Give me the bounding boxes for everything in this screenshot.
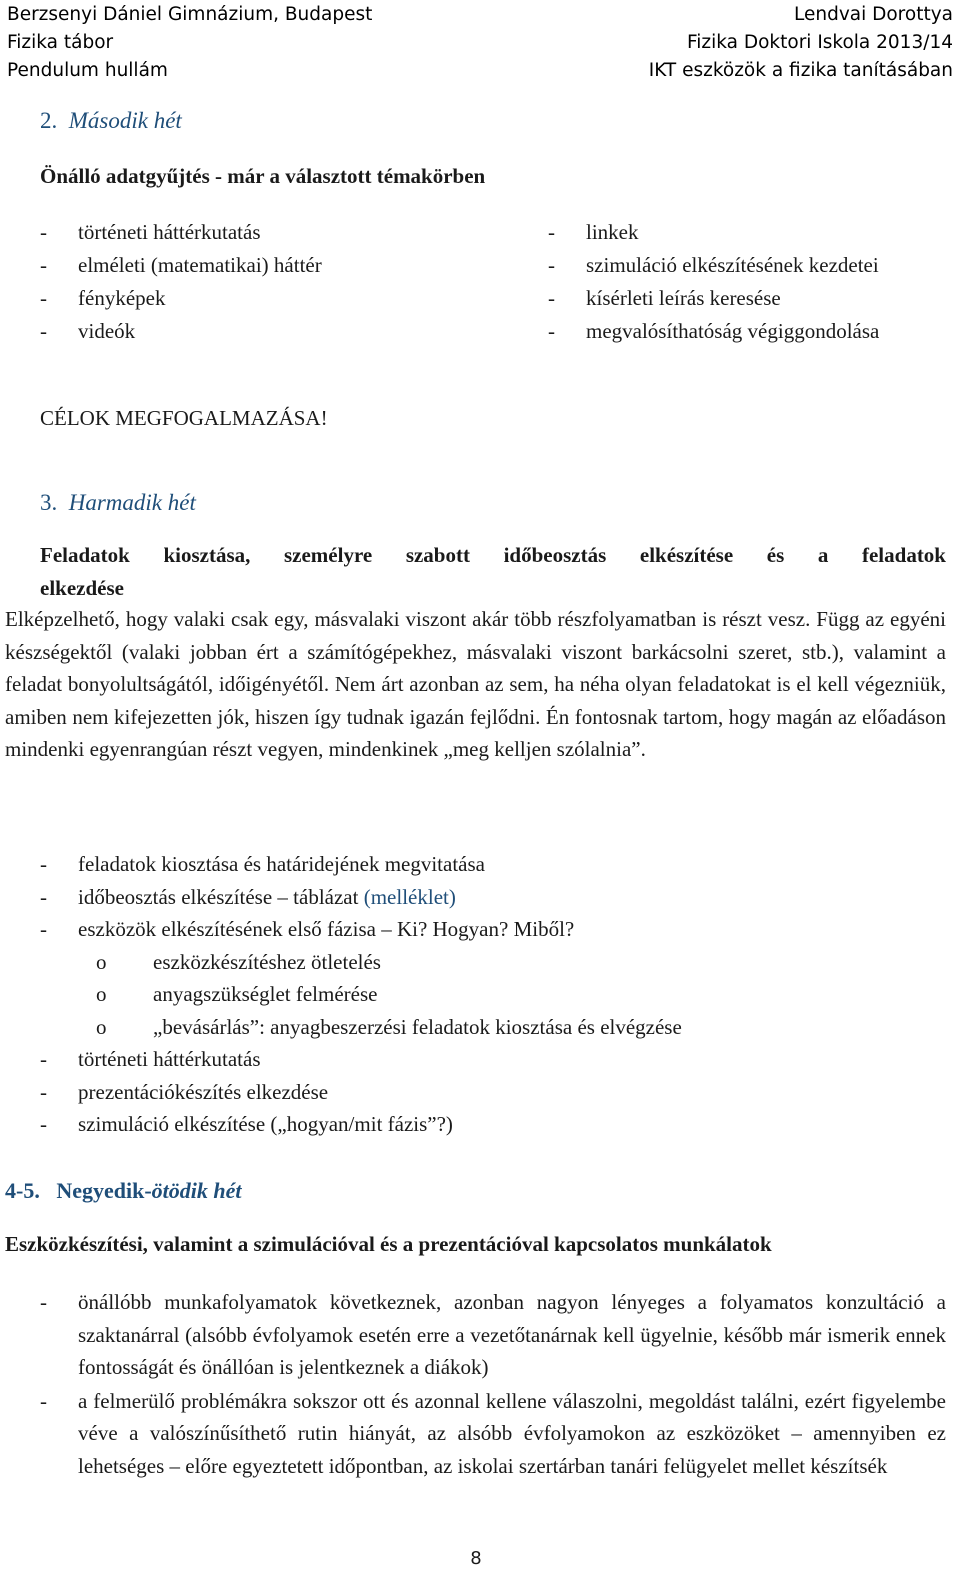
sub-list-item: o anyagszükséglet felmérése xyxy=(96,982,378,1006)
section-45-title-bold: Negyedik- xyxy=(56,1178,152,1203)
section-45-list xyxy=(40,1286,946,1483)
header-author: Lendvai Dorottya xyxy=(793,4,953,25)
section-45-heading xyxy=(5,1178,242,1204)
page-header xyxy=(0,0,960,90)
sub-list-item: o eszközkészítéshez ötletelés xyxy=(96,949,381,974)
header-school: Berzsenyi Dániel Gimnázium, Budapest xyxy=(7,4,373,25)
section-2-left-list xyxy=(40,216,322,348)
list-item: - linkek xyxy=(548,220,639,244)
list-item: - elméleti (matematikai) háttér xyxy=(40,253,322,277)
page-number: 8 xyxy=(470,1548,482,1569)
header-project: Pendulum hullám xyxy=(7,60,168,81)
section-2-heading xyxy=(40,108,182,134)
section-2-subtitle: Önálló adatgyűjtés - már a választott témakörben xyxy=(40,164,486,188)
section-3-subtitle-line1: Feladatok kiosztása, személyre szabott időbeosztás elkészítése és a feladatok xyxy=(40,543,946,567)
list-item: - történeti háttérkutatás xyxy=(40,220,261,244)
section-3-paragraph: Elképzelhető, hogy valaki csak egy, másvalaki viszont akár több részfolyamatban is részt vesz. Függ az egyéni készségektől (valaki jobban ért a számítógépekhez, másvalaki viszont barkácsolni szeret, stb.), valamint a feladat bonyolultságától, időigényétől. Nem árt azonban az sem, ha néha olyan feladatokat is el kell végezniük, amiben nem kifejezetten jók, hiszen így tudnak igazán fejlődni. Én fontosnak tartom, hogy magán az előadáson mindenki egyenrangúan részt vegyen, mindenkinek „meg kelljen szólalnia”. xyxy=(5,607,946,761)
header-course: IKT eszközök a fizika tanításában xyxy=(648,60,953,81)
section-3-heading xyxy=(40,490,196,516)
list-item: - időbeosztás elkészítése – táblázat (melléklet) xyxy=(40,884,456,909)
list-item: - megvalósíthatóság végiggondolása xyxy=(548,319,880,343)
section-45-subtitle: Eszközkészítési, valamint a szimulációval és a prezentációval kapcsolatos munkálatok xyxy=(5,1232,772,1256)
header-program: Fizika Doktori Iskola 2013/14 xyxy=(686,32,953,53)
attachment-link[interactable]: (melléklet) xyxy=(363,884,456,909)
sub-list-item: o „bevásárlás”: anyagbeszerzési feladatok kiosztása és elvégzése xyxy=(96,1014,682,1039)
list-item: - fényképek xyxy=(40,286,166,310)
header-right xyxy=(649,1,953,85)
list-item: - eszközök elkészítésének első fázisa – Ki? Hogyan? Miből? xyxy=(40,917,575,941)
list-item: - feladatok kiosztása és határidejének megvitatása xyxy=(40,852,485,876)
section-3-task-list xyxy=(40,848,940,1141)
section-45-title-italic: ötödik hét xyxy=(151,1178,242,1203)
section-45-number: 4-5. xyxy=(5,1178,40,1203)
header-left xyxy=(7,1,372,85)
list-item: - önállóbb munkafolyamatok következnek, azonban nagyon lényeges a folyamatos konzultáció a szaktanárral (alsóbb évfolyamok esetén erre a vezetőtanárnak kell ügyelnie, később már ismerik ennek fontosságát és önállóan is jelentkeznek a diákok) xyxy=(40,1290,946,1379)
list-item: - prezentációkészítés elkezdése xyxy=(40,1079,329,1104)
section-2-title: Második hét xyxy=(68,108,182,133)
list-item: - történeti háttérkutatás xyxy=(40,1047,261,1071)
section-3-title: Harmadik hét xyxy=(68,490,196,515)
section-3-subtitle-line2: elkezdése xyxy=(40,576,124,600)
list-item: - kísérleti leírás keresése xyxy=(548,286,781,310)
section-2-number: 2. xyxy=(40,108,58,133)
list-item: - szimuláció elkészítése („hogyan/mit fázis”?) xyxy=(40,1112,453,1136)
list-item: - videók xyxy=(40,319,136,343)
section-2-right-list xyxy=(548,216,879,348)
list-item: - a felmerülő problémákra sokszor ott és azonnal kellene válaszolni, megoldást találni, ezért figyelembe véve a valószínűsíthető rutin hiányát, az alsóbb évfolyamokon az eszközöket – amennyiben ez lehetséges – előre egyeztetett időpontban, az iskolai szertárban tanári felügyelet mellet készítsék xyxy=(40,1388,946,1478)
section-3-number: 3. xyxy=(40,490,58,515)
header-event: Fizika tábor xyxy=(7,32,114,53)
goals-statement: CÉLOK MEGFOGALMAZÁSA! xyxy=(40,406,328,430)
list-item: - szimuláció elkészítésének kezdetei xyxy=(548,253,879,277)
